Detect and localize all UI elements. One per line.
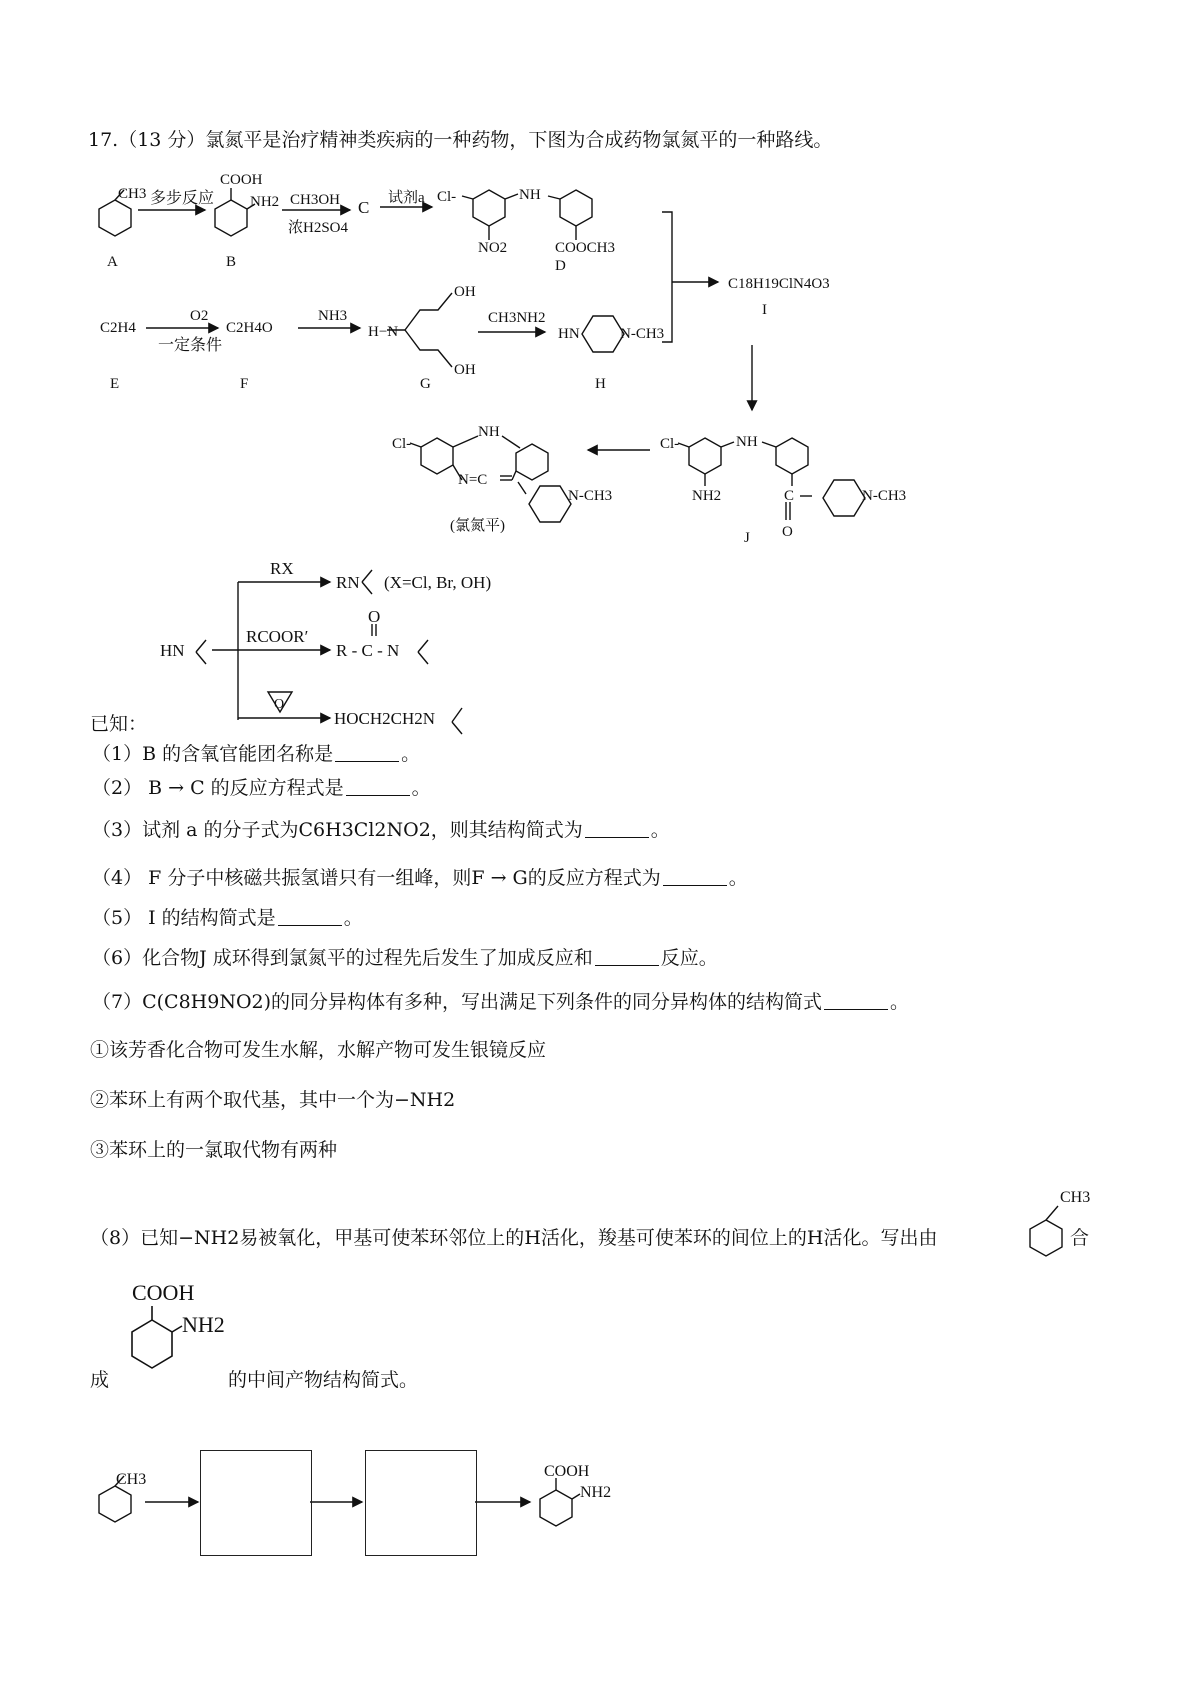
- known-hn: HN: [160, 641, 185, 660]
- q6: [92, 946, 718, 970]
- label-A: A: [107, 254, 118, 270]
- q7-end: 。: [890, 991, 910, 1013]
- q7-text-b: 的同分异构体有多种，写出满足下列条件的同分异构体的结构简式: [271, 991, 823, 1013]
- acid-cooh: COOH: [132, 1280, 195, 1305]
- q2-end: 。: [411, 777, 431, 799]
- condition: 一定条件: [158, 337, 223, 354]
- cooch3-D: COOCH3: [555, 240, 616, 256]
- q6-blank[interactable]: [595, 947, 659, 966]
- q8-h1: H: [524, 1227, 541, 1249]
- q5-end: 。: [343, 907, 363, 929]
- flow-cooh: COOH: [544, 1463, 590, 1480]
- q1-end: 。: [401, 743, 421, 765]
- benzene-J1: [689, 438, 721, 474]
- formula-I: C18H19ClN4O3: [728, 276, 830, 292]
- q2-blank[interactable]: [346, 777, 410, 796]
- nh2-J: NH2: [692, 488, 722, 504]
- q1-text: （1）B 的含氧官能团名称是: [92, 743, 334, 765]
- cl-J: Cl-: [660, 436, 680, 452]
- q6-text: （6）化合物J 成环得到氯氮平的过程先后发生了加成反应和: [92, 947, 593, 969]
- nh3: NH3: [318, 308, 348, 324]
- q8-text-a: （8）已知: [90, 1227, 179, 1249]
- condition-3: ③苯环上的一氯取代物有两种: [90, 1139, 338, 1161]
- q7-formula: C(C8H9NO2): [142, 991, 272, 1013]
- synthesis-scheme: [0, 160, 1200, 840]
- q7-blank[interactable]: [824, 991, 888, 1010]
- q8-text-b: 易被氧化，甲基可使苯环邻位上的: [239, 1227, 525, 1249]
- label-F: F: [240, 376, 249, 392]
- label-C: C: [358, 198, 370, 217]
- q4-blank[interactable]: [663, 867, 727, 886]
- q2: [92, 776, 431, 800]
- q3: [92, 818, 670, 842]
- label-J: J: [744, 530, 750, 546]
- piperazine-J: [823, 480, 865, 516]
- q4: [92, 866, 748, 890]
- nh-cloz: NH: [478, 424, 500, 440]
- nch3-H: N-CH3: [620, 326, 665, 342]
- benzene-D1: [473, 190, 505, 226]
- ch3nh2: CH3NH2: [488, 310, 546, 326]
- q8-h2: H: [806, 1227, 824, 1249]
- piperazine-cloz: [529, 486, 571, 522]
- benzene-cloz2: [516, 444, 548, 480]
- nch3-J: N-CH3: [862, 488, 907, 504]
- reagent-a: 试剂a: [388, 190, 425, 206]
- h2so4: 浓H2SO4: [288, 220, 349, 236]
- acid-nh2: NH2: [182, 1312, 225, 1337]
- known-hoch2: HOCH2CH2N: [334, 709, 436, 728]
- oh-G2: OH: [454, 362, 476, 378]
- q6-end: 反应。: [660, 947, 718, 969]
- q5-blank[interactable]: [278, 907, 342, 926]
- q3-formula: C6H3Cl2NO2: [298, 819, 431, 841]
- q8-text-d: 活化。写出由: [823, 1227, 938, 1249]
- q8-text-c: 活化，羧基可使苯环的间位上的: [540, 1227, 807, 1249]
- q8-line1: [90, 1226, 938, 1250]
- o2: O2: [190, 308, 209, 324]
- oh-G1: OH: [454, 284, 476, 300]
- condition-1: ①该芳香化合物可发生水解，水解产物可发生银镜反应: [90, 1039, 547, 1061]
- benzene-A: [99, 200, 131, 236]
- known-rcn: R - C - N: [336, 641, 400, 660]
- label-G: G: [420, 376, 431, 392]
- known-rn: RN: [336, 573, 360, 592]
- ch3oh: CH3OH: [290, 192, 341, 208]
- q3-text-b: ，则其结构简式为: [430, 819, 583, 841]
- nh-D: NH: [519, 187, 541, 203]
- nh-J: NH: [736, 434, 758, 450]
- q3-text-a: （3）试剂 a 的分子式为: [92, 819, 299, 841]
- q2-text: （2） B → C 的反应方程式是: [92, 777, 344, 799]
- anthranilic-acid-inline: [110, 1280, 250, 1400]
- cooh-B: COOH: [220, 172, 263, 188]
- benzene-J2: [776, 438, 808, 474]
- ch3-A: CH3: [118, 186, 147, 202]
- q7: [92, 990, 909, 1014]
- known-o: O: [368, 607, 381, 626]
- q1-blank[interactable]: [335, 743, 399, 762]
- answer-box-2[interactable]: [365, 1450, 477, 1556]
- known-rx: RX: [270, 559, 294, 578]
- benzene-cloz1: [421, 438, 453, 474]
- q8-cheng: 成: [90, 1369, 110, 1391]
- step-ab: 多步反应: [150, 190, 215, 207]
- piperazine-H: [582, 316, 624, 352]
- c2h4o: C2H4O: [226, 320, 273, 336]
- q4-text-c: 的反应方程式为: [527, 867, 661, 889]
- q5: [92, 906, 363, 930]
- label-E: E: [110, 376, 120, 392]
- q8-line2: 的中间产物结构简式。: [228, 1369, 419, 1391]
- c2-formula: −NH2: [394, 1089, 456, 1111]
- label-D: D: [555, 258, 566, 274]
- q7-text-a: （7）: [92, 991, 143, 1013]
- clozapine-label: (氯氮平): [450, 518, 505, 534]
- o-J: O: [782, 524, 793, 540]
- nch3-cloz: N-CH3: [568, 488, 613, 504]
- hn-H: HN: [558, 326, 580, 342]
- cl-cloz: Cl-: [392, 436, 412, 452]
- answer-box-1[interactable]: [200, 1450, 312, 1556]
- toluene-inline: [1022, 1178, 1102, 1268]
- nh2-B: NH2: [250, 194, 280, 210]
- cl-D: Cl-: [437, 189, 457, 205]
- answer-flow: [0, 1440, 1200, 1580]
- q1: [92, 742, 420, 766]
- toluene-ch3: CH3: [1060, 1189, 1091, 1206]
- benzene-B: [215, 200, 247, 236]
- c2-text: ②苯环上有两个取代基，其中一个为: [90, 1089, 395, 1111]
- neqc-cloz: N=C: [458, 472, 488, 488]
- known-x-note: (X=Cl, Br, OH): [384, 573, 492, 592]
- q3-blank[interactable]: [585, 819, 649, 838]
- benzene-D2: [560, 190, 592, 226]
- question-header: 17.（13 分）氯氮平是治疗精神类疾病的一种药物，下图为合成药物氯氮平的一种路线。: [88, 129, 833, 151]
- c2h4: C2H4: [100, 320, 136, 336]
- flow-ch3: CH3: [116, 1471, 147, 1488]
- known-rcoor: RCOOR′: [246, 627, 309, 646]
- q5-text: （5） I 的结构简式是: [92, 907, 276, 929]
- q8-formula: −NH2: [178, 1227, 240, 1249]
- q4-text-a: （4） F 分子中核磁共振氢谱只有一组峰，则: [92, 867, 472, 889]
- known-epox-o: O: [274, 697, 285, 712]
- q4-end: 。: [728, 867, 748, 889]
- q4-text-b: F → G: [471, 867, 528, 889]
- hn-G: H−N: [368, 324, 399, 340]
- q3-end: 。: [650, 819, 670, 841]
- known-label: 已知：: [90, 713, 148, 735]
- flow-nh2: NH2: [580, 1484, 612, 1501]
- label-B: B: [226, 254, 237, 270]
- no2-D: NO2: [478, 240, 508, 256]
- label-H: H: [595, 376, 606, 392]
- label-I: I: [762, 302, 767, 318]
- c-J: C: [784, 488, 795, 504]
- condition-2: [90, 1088, 455, 1112]
- q8-he: 合: [1070, 1227, 1090, 1249]
